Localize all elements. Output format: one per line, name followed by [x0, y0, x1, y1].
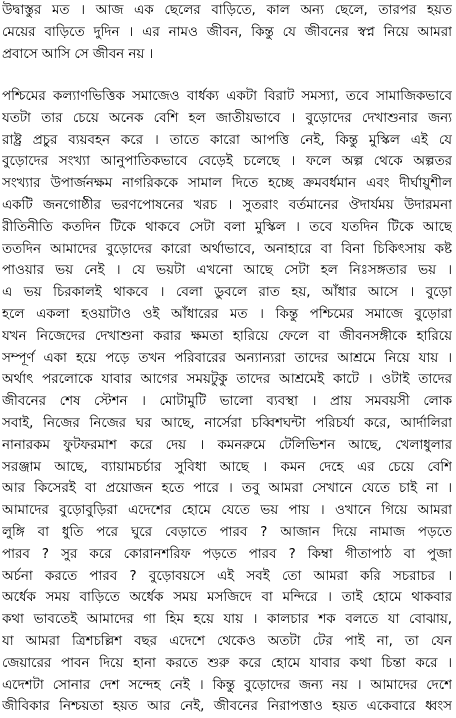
text-line: সবাই, নিজের নিজের ঘর আছে, নার্সেরা চব্বিশঘন্টা পরিচর্যা করে, আর্দালিরা: [2, 415, 452, 431]
text-line: পারব ? সুর করে কোরানশরিফ পড়তে পারব ? কিম্বা গীতাপাঠ বা পুজা: [2, 546, 452, 562]
text-line: অর্থাৎ পরলোকে যাবার আগের সময়টুকু তাদের আশ্রমেই কাটে । ওটাই তাদের: [2, 372, 452, 388]
text-line: প্রবাসে আসি সে জীবন নয় ।: [2, 46, 154, 62]
paragraph-2: [2, 86, 452, 718]
text-line: অর্ধেক সময় বাড়িতে অর্ধেক সময় মসজিদে বা মন্দিরে । তাই হোমে থাকবার: [2, 590, 452, 606]
text-line: জীবনের শেষ স্টেশন । মোটামুটি ভালো ব্যবস্থা । প্রায় সমবয়সী লোক: [2, 394, 452, 410]
text-line: পশ্চিমের কল্যাণভিত্তিক সমাজেও বার্ধক্য একটা বিরাট সমস্যা, তবে সামাজিকভাবে: [2, 89, 452, 104]
text-line: অর্চনা করতে পারব ? বুড়োবয়সে এই সবই তো আমরা করি সচরাচর ।: [2, 568, 452, 584]
text-line: এদেশটা সোনার দেশ সন্দেহ নেই । কিন্তু বুড়োদের জন্য নয় । আমাদের দেশে: [2, 677, 452, 693]
text-line: আমাদের বুড়োবুড়িরা এদেশের হোমে যেতে ভয় পায় । ওখানে গিয়ে আমরা: [2, 503, 452, 519]
text-line: জেয়ারের পাবন দিয়ে হানা করতে শুরু করে হোমে যাবার কথা চিন্তা করে ।: [2, 655, 452, 671]
text-line: সরঞ্জাম আছে, ব্যায়ামচর্চার সুবিধা আছে । কমন দেহে এর চেয়ে বেশি: [2, 459, 452, 475]
text-line: রীতিনীতি কতদিন টিকে থাকবে সেটা বলা মুস্কিল । তবে যতদিন টিকে আছে: [2, 219, 452, 235]
text-line: সংখ্যার উপার্জনক্ষম নাগরিককে সামাল দিতে হচ্ছে ক্রমবর্ধমান এবং দীর্ঘায়ুশীল: [2, 176, 452, 192]
text-line: সম্পূর্ণ একা হয়ে পড়ে তখন পরিবারের অন্যান্যরা তাদের আশ্রমে নিয়ে যায় ।: [2, 350, 452, 366]
text-line: বুড়োদের সংখ্যা আনুপাতিকভাবে বেড়েই চলেছে । ফলে অল্প থেকে অল্পতর: [2, 154, 452, 170]
text-line: এ ভয় চিরকালই থাকবে । বেলা ডুবলে রাত হয়, আঁধার আসে । বুড়ো: [2, 285, 452, 301]
text-line: জীবিকার নিশ্চয়তা হয়ত আর নেই, জীবনের নিরাপত্তাও হয়ত একেবারে ধ্বংস: [2, 699, 452, 715]
text-line: নানারকম ফুটফরমাশ করে দেয় । কমনরুমে টেলিভিশন আছে, খেলাধুলার: [2, 437, 452, 453]
text-line: মেয়ের বাড়িতে দুদিন । এর নামও জীবন, কিন্তু যে জীবনের স্বপ্ন নিয়ে আমরা: [2, 24, 452, 40]
text-line: আর কিসেরই বা প্রয়োজন হতে পারে । তবু আমরা সেখানে যেতে চাই না ।: [2, 481, 452, 497]
text-line: ততদিন আমাদের বুড়োদের কারো অর্থাভাবে, অনাহারে বা বিনা চিকিৎসায় কষ্ট: [2, 241, 452, 257]
text-line: পাওয়ার ভয় নেই । যে ভয়টা এখনো আছে সেটা হল নিঃসঙ্গতার ভয় ।: [2, 263, 452, 279]
paragraph-1: [2, 0, 452, 65]
text-line: যতটা তার চেয়ে অনেক বেশি হল জাতীয়ভাবে । বুড়োদের দেখাশুনার জন্য: [2, 110, 452, 126]
text-line: রাষ্ট্র প্রচুর ব্যয়বহন করে । তাতে কারো আপত্তি নেই, কিন্তু মুস্কিল এই যে: [2, 132, 452, 148]
text-line: একটি জনগোষ্ঠীর ভরণপোষনের খরচ । সুতরাং বর্তমানের ঔদার্যময় উদারমনা: [2, 197, 452, 213]
text-line: উদ্বাস্তুর মত । আজ এক ছেলের বাড়িতে, কাল অন্য ছেলে, তারপর হয়ত: [2, 3, 452, 18]
text-line: হলে একলা হওয়াটাও ওই আঁধারের মত । কিন্তু পশ্চিমের সমাজে বুড়োরা: [2, 306, 452, 322]
text-line: কথা ভাবতেই আমাদের গা হিম হয়ে যায় । কালচার শক বলতে যা বোঝায়,: [2, 612, 452, 628]
text-line: যখন নিজেদের দেখাশুনা করার ক্ষমতা হারিয়ে ফেলে বা জীবনসঙ্গীকে হারিয়ে: [2, 328, 452, 344]
text-line: লুঙ্গি বা ধুতি পরে ঘুরে বেড়াতে পারব ? আজান দিয়ে নামাজ পড়তে: [2, 524, 452, 540]
text-line: যা আমরা ত্রিশচল্লিশ বছর এদেশে থেকেও অতটা টের পাই না, তা যেন: [2, 633, 452, 649]
